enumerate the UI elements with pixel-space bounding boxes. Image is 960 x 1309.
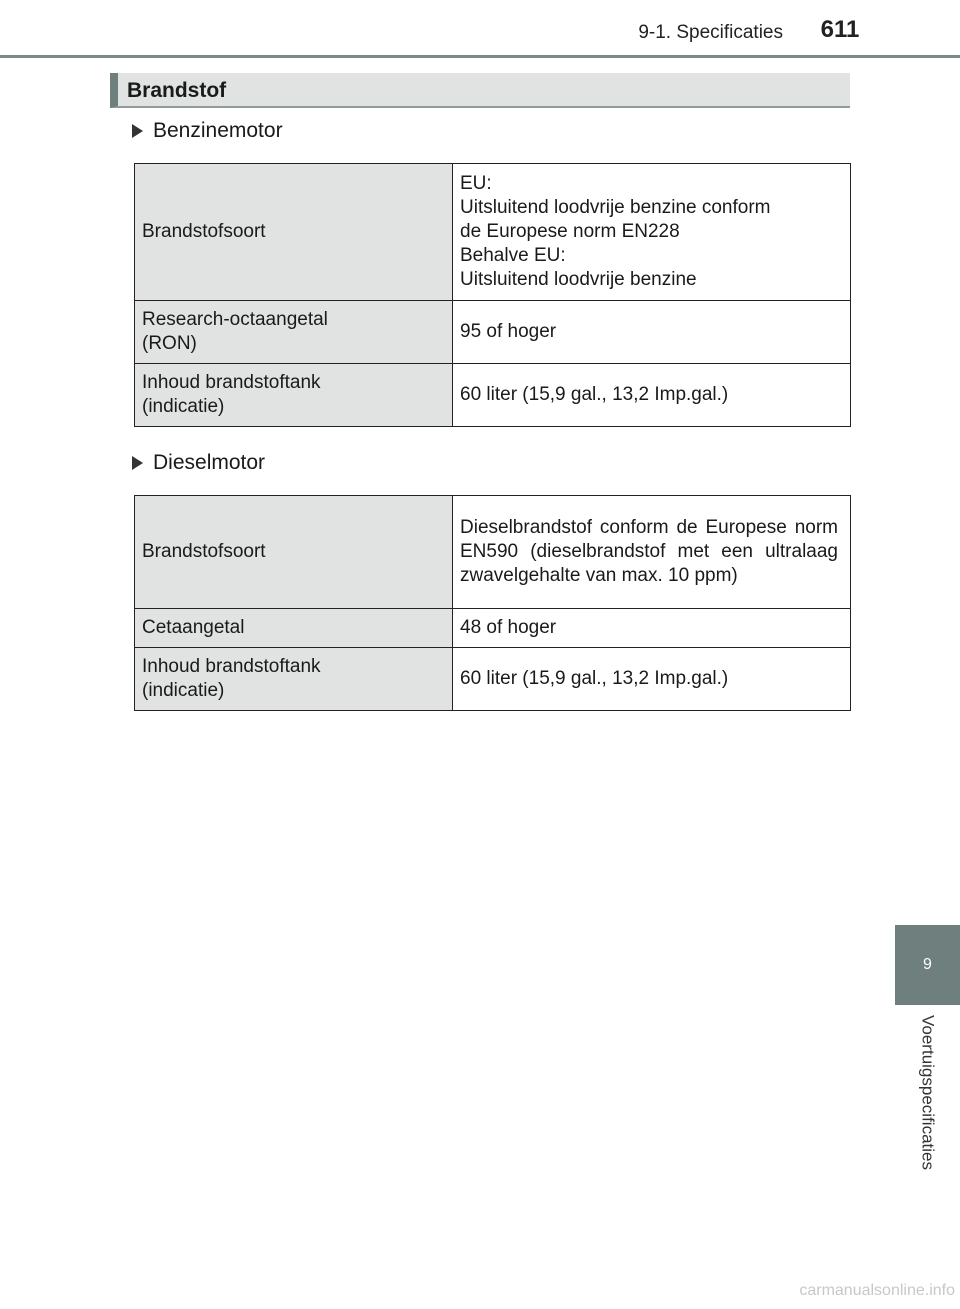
petrol-heading [132,119,283,143]
label-line: Research-octaangetal [142,309,328,330]
header-divider [0,55,960,58]
petrol-heading-text: Benzinemotor [153,119,283,142]
label-cell [135,301,453,364]
section-title: Brandstof [127,79,227,102]
value-line: de Europese norm EN228 [460,221,680,242]
label-line: Inhoud brandstoftank [142,656,321,677]
diesel-heading [132,451,265,475]
label-cell [135,648,453,711]
value-line: Behalve EU: [460,245,566,266]
label-cell: Brandstofsoort [135,164,453,301]
label-line: (RON) [142,333,197,354]
label-cell: Cetaangetal [135,609,453,648]
table-row [135,164,851,301]
value-cell: 60 liter (15,9 gal., 13,2 Imp.gal.) [453,648,851,711]
triangle-bullet-icon [132,456,143,470]
label-cell: Brandstofsoort [135,496,453,609]
label-line: Inhoud brandstoftank [142,372,321,393]
diesel-spec-table [134,495,851,711]
petrol-spec-table [134,163,851,427]
header-section-title: 9-1. Specificaties [638,22,783,43]
value-cell: 60 liter (15,9 gal., 13,2 Imp.gal.) [453,364,851,427]
chapter-title: Voertuigspecificaties [918,1015,938,1170]
table-row [135,364,851,427]
value-cell [453,164,851,301]
page-number: 611 [820,16,860,43]
value-line: Uitsluitend loodvrije benzine conform [460,197,771,218]
value-line: Uitsluitend loodvrije benzine [460,269,697,290]
label-line: (indicatie) [142,396,225,417]
label-line: (indicatie) [142,680,225,701]
value-cell: 95 of hoger [453,301,851,364]
table-row [135,648,851,711]
table-row [135,609,851,648]
table-row [135,301,851,364]
chapter-number: 9 [923,956,932,973]
watermark: carmanualsonline.info [799,1282,955,1299]
label-cell [135,364,453,427]
section-title-bar [110,73,850,108]
diesel-heading-text: Dieselmotor [153,451,266,474]
triangle-bullet-icon [132,124,143,138]
table-row [135,496,851,609]
value-line: EU: [460,173,492,194]
value-cell: 48 of hoger [453,609,851,648]
chapter-tab [895,925,960,1005]
value-cell: Dieselbrandstof conform de Europese norm EN590 (dieselbrandstof met een ultralaag zwavelgehalte van max. 10 ppm) [453,496,851,609]
